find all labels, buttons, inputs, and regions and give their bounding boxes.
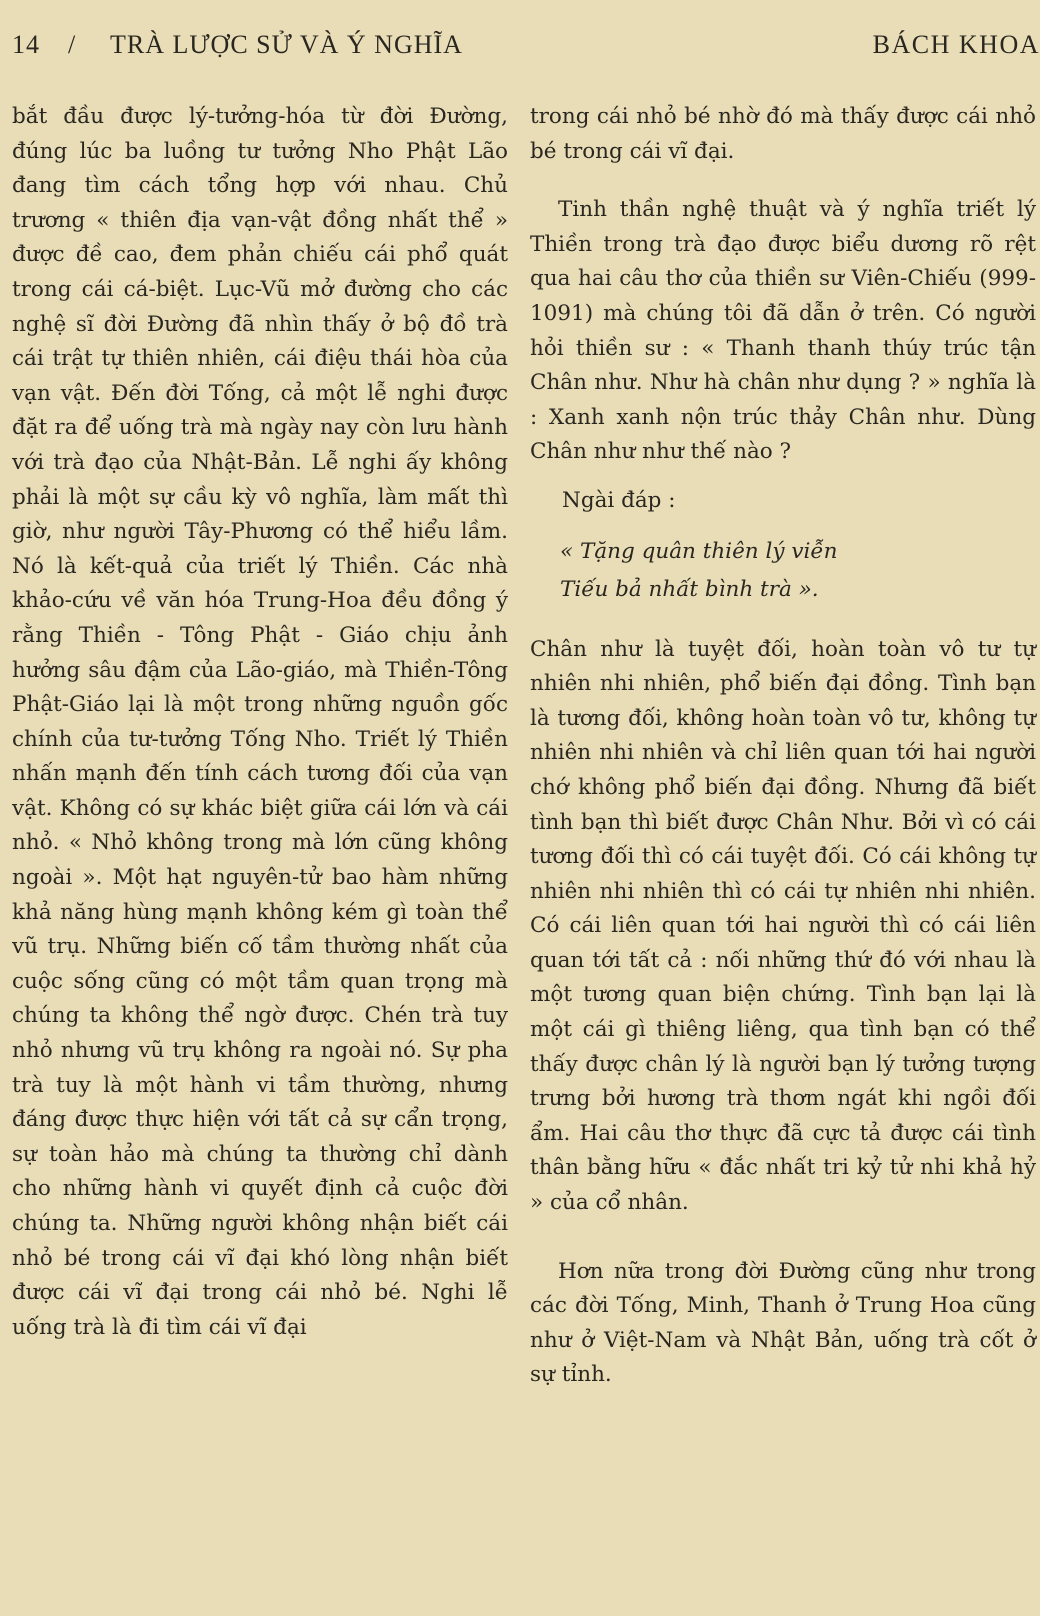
right-column — [530, 100, 1036, 1393]
paragraph-dynasties: Hơn nữa trong đời Đường cũng như trong các đời Tống, Minh, Thanh ở Trung Hoa cũng như ở Việt-Nam và Nhật Bản, uống trà cốt ở sự tỉnh. — [530, 1258, 1036, 1388]
paragraph-continuation: trong cái nhỏ bé nhờ đó mà thấy được cái nhỏ bé trong cái vĩ đại. — [530, 104, 1036, 164]
journal-name: BÁCH KHOA — [872, 30, 1040, 59]
poem — [560, 533, 1036, 609]
header-separator: / — [68, 30, 77, 59]
paragraph-chan-nhu: Chân như là tuyệt đối, hoàn toàn vô tư tự nhiên nhi nhiên, phổ biến đại đồng. Tình bạn là tương đối, không hoàn toàn vô tư, không tự nhiên nhi nhiên và chỉ liên quan tới hai người chớ không phổ biến đại đồng. Nhưng đã biết tình bạn thì biết được Chân Như. Bởi vì có cái tương đối thì có cái tuyệt đối. Có cái không tự nhiên nhi nhiên thì có cái tự nhiên nhi nhiên. Có cái liên quan tới hai người thì có cái liên quan tới tất cả : nối những thứ đó với nhau là một tương quan biện chứng. Tình bạn lại là một cái gì thiêng liêng, qua tình bạn có thể thấy được chân lý là người bạn lý tưởng tượng trưng bởi hương trà thơm ngát khi ngồi đối ẩm. Hai câu thơ thực đã cực tả được cái tình thân bằng hữu « đắc nhất tri kỷ tử nhi khả hỷ » của cổ nhân. — [530, 636, 1036, 1216]
page-header — [12, 30, 1040, 74]
poem-line-2: Tiếu bả nhất bình trà ». — [560, 576, 819, 602]
paragraph-zen-spirit: Tinh thần nghệ thuật và ý nghĩa triết lý Thiền trong trà đạo được biểu dương rõ rệt qua hai câu thơ của thiền sư Viên-Chiếu (999-1091) mà chúng tôi đã dẫn ở trên. Có người hỏi thiền sư : « Thanh thanh thúy trúc tận Chân như. Như hà chân như dụng ? » nghĩa là : Xanh xanh nộn trúc thảy Chân như. Dùng Chân như như thế nào ? — [530, 197, 1036, 465]
left-column — [12, 100, 508, 1345]
left-paragraph: bắt đầu được lý-tưởng-hóa từ đời Đường, đúng lúc ba luồng tư tưởng Nho Phật Lão đang tìm cách tổng hợp với nhau. Chủ trương « thiên địa vạn-vật đồng nhất thể » được đề cao, đem phản chiếu cái phổ quát trong cái cá-biệt. Lục-Vũ mở đường cho các nghệ sĩ đời Đường đã nhìn thấy ở bộ đồ trà cái trật tự thiên nhiên, cái điệu thái hòa của vạn vật. Đến đời Tống, cả một lễ nghi được đặt ra để uống trà mà ngày nay còn lưu hành với trà đạo của Nhật-Bản. Lễ nghi ấy không phải là một sự cầu kỳ vô nghĩa, làm mất thì giờ, như người Tây-Phương có thể hiểu lầm. Nó là kết-quả của triết lý Thiền. Các nhà khảo-cứu về văn hóa Trung-Hoa đều đồng ý rằng Thiền - Tông Phật - Giáo chịu ảnh hưởng sâu đậm của Lão-giáo, mà Thiền-Tông Phật-Giáo lại là một trong những nguồn gốc chính của tư-tưởng Tống Nho. Triết lý Thiền nhấn mạnh đến tính cách tương đối của vạn vật. Không có sự khác biệt giữa cái lớn và cái nhỏ. « Nhỏ không trong mà lớn cũng không ngoài ». Một hạt nguyên-tử bao hàm những khả năng hùng mạnh không kém gì toàn thể vũ trụ. Những biến cố tầm thường nhất của cuộc sống cũng có một tầm quan trọng mà chúng ta không thể ngờ được. Chén trà tuy nhỏ nhưng vũ trụ không ra ngoài nó. Sự pha trà tuy là một hành vi tầm thường, nhưng đáng được thực hiện với tất cả sự cẩn trọng, sự toàn hảo mà chúng ta thường chỉ dành cho những hành vi quyết định cả cuộc đời chúng ta. Những người không nhận biết cái nhỏ bé trong cái vĩ đại khó lòng nhận biết được cái vĩ đại trong cái nhỏ bé. Nghi lễ uống trà là đi tìm cái vĩ đại — [12, 104, 508, 1340]
paragraph-reply: Ngài đáp : — [562, 487, 676, 513]
running-title: TRÀ LƯỢC SỬ VÀ Ý NGHĨA — [110, 30, 463, 59]
poem-line-1: « Tặng quân thiên lý viễn — [560, 538, 838, 564]
page-number: 14 — [12, 30, 40, 59]
